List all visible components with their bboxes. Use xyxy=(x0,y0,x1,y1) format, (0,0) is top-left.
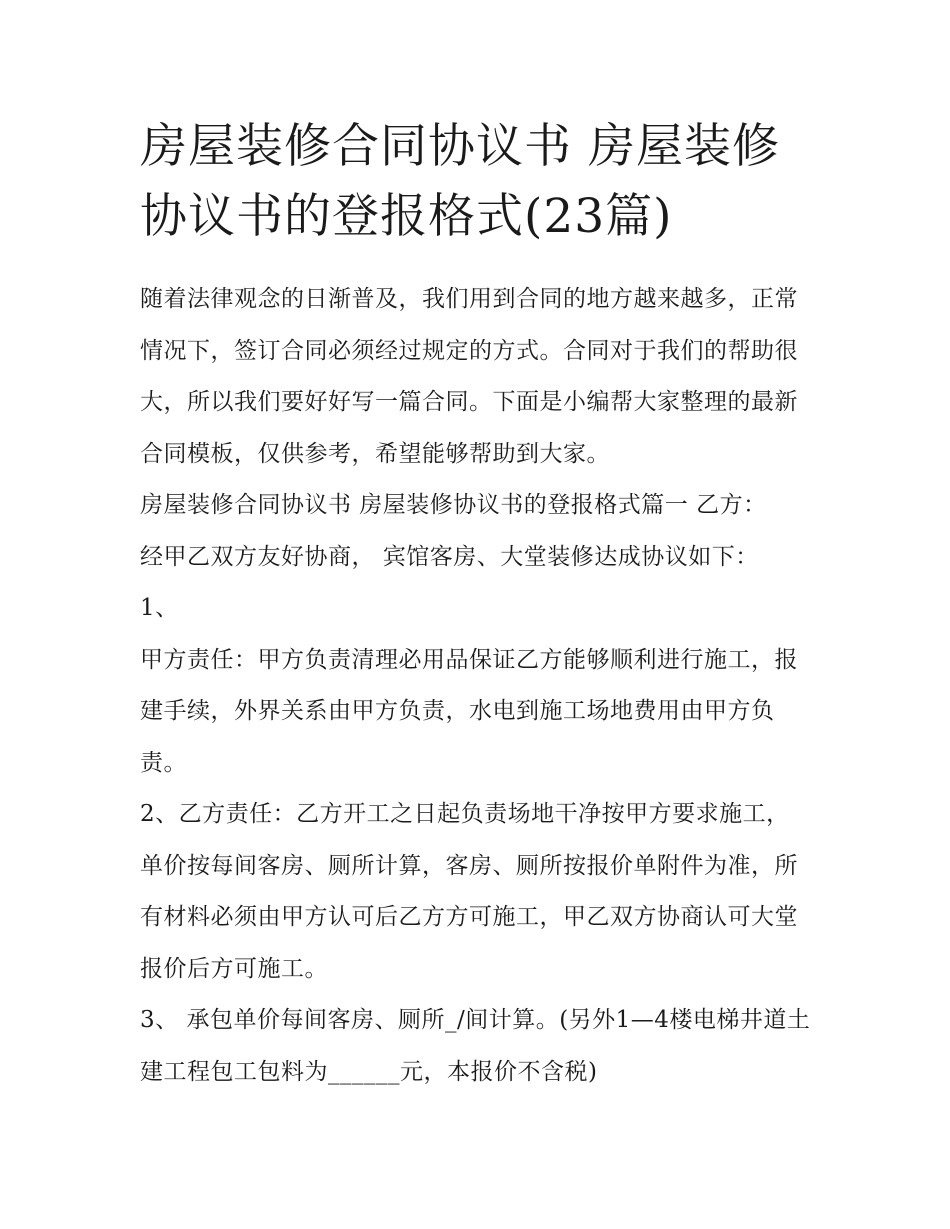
paragraph-unit-price: 3、 承包单价每间客房、厕所_/间计算。(另外1—4楼电梯井道土建工程包工包料为______元，本报价不含税) xyxy=(140,1007,811,1085)
paragraph-agreement-intro: 经甲乙双方友好协商， 宾馆客房、大堂装修达成协议如下： xyxy=(140,543,759,570)
paragraph-party-a-responsibility: 甲方责任：甲方负责清理必用品保证乙方能够顺利进行施工，报建手续，外界关系由甲方负责，水电到施工场地费用由甲方负责。 xyxy=(140,646,798,776)
paragraph-intro: 随着法律观念的日渐普及，我们用到合同的地方越来越多，正常情况下，签订合同必须经过规定的方式。合同对于我们的帮助很大，所以我们要好好写一篇合同。下面是小编帮大家整理的最新合同模板，仅供参考，希望能够帮助到大家。 xyxy=(140,286,798,467)
paragraph-party-b-responsibility: 2、乙方责任：乙方开工之日起负责场地干净按甲方要求施工，单价按每间客房、厕所计算，客房、厕所按报价单附件为准，所有材料必须由甲方认可后乙方方可施工，甲乙双方协商认可大堂报价后方可施工。 xyxy=(140,801,798,982)
paragraph-clause-1-number: 1、 xyxy=(140,595,179,621)
document-title: 房屋装修合同协议书 房屋装修协议书的登报格式(23篇) xyxy=(140,119,780,244)
paragraph-section-heading: 房屋装修合同协议书 房屋装修协议书的登报格式篇一 乙方： xyxy=(140,492,767,518)
document-page xyxy=(140,112,812,1098)
document-body xyxy=(140,274,812,1098)
